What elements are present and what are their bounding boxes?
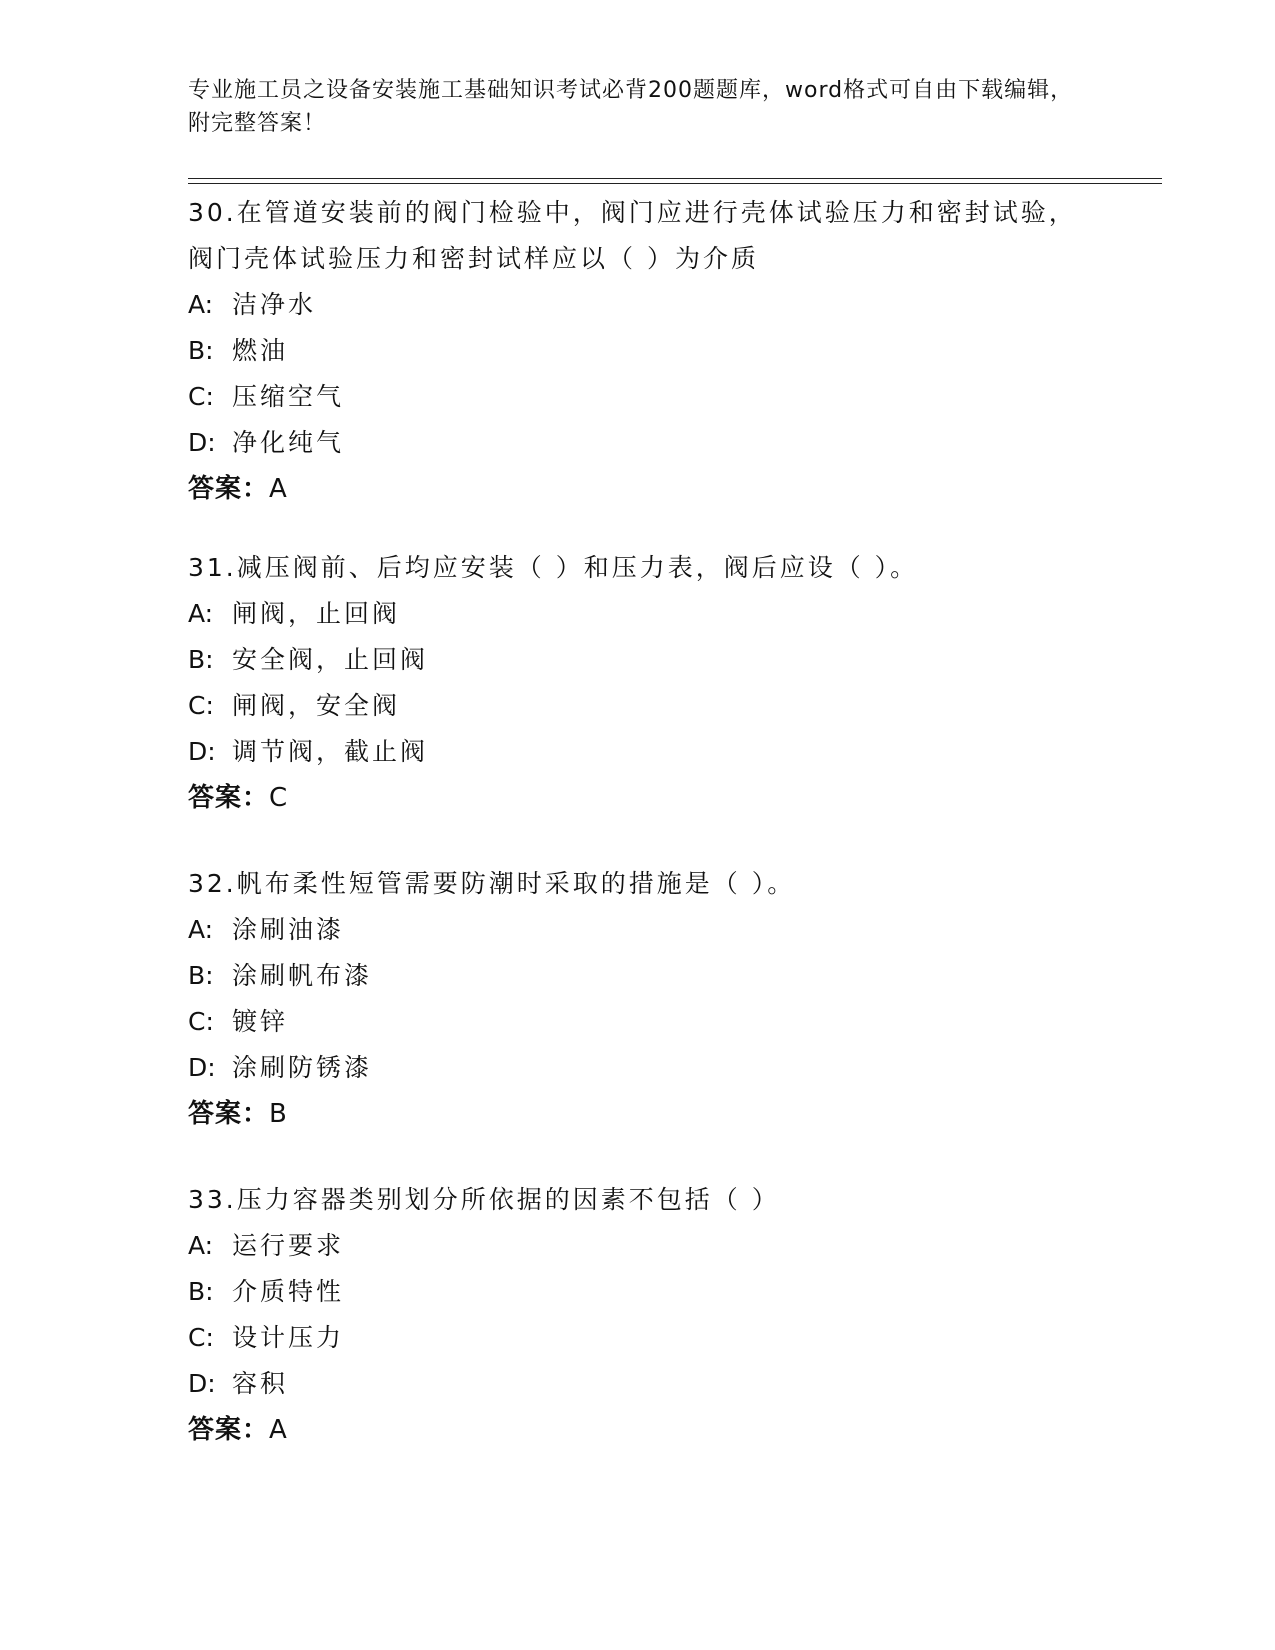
option-letter: D:	[188, 428, 216, 457]
option-a	[188, 1223, 1088, 1269]
option-text: 设计压力	[232, 1323, 345, 1352]
option-a	[188, 591, 1088, 637]
option-a	[188, 907, 1088, 953]
option-text: 镀锌	[232, 1007, 289, 1036]
question-text: 30.在管道安装前的阀门检验中，阀门应进行壳体试验压力和密封试验，阀门壳体试验压力和密封试样应以（ ）为介质	[188, 198, 1077, 273]
document-header: 专业施工员之设备安装施工基础知识考试必背200题题库，word格式可自由下载编辑，附完整答案！	[188, 78, 1074, 136]
option-letter: C:	[188, 1007, 214, 1036]
option-d	[188, 1361, 1088, 1407]
option-letter: D:	[188, 1369, 216, 1398]
option-c	[188, 374, 1088, 420]
option-letter: B:	[188, 1277, 214, 1306]
option-text: 安全阀，止回阀	[232, 645, 429, 674]
option-text: 涂刷防锈漆	[232, 1053, 373, 1082]
option-d	[188, 420, 1088, 466]
option-text: 容积	[232, 1369, 289, 1398]
option-letter: D:	[188, 1053, 216, 1082]
option-letter: C:	[188, 1323, 214, 1352]
answer-label: 答案：	[188, 1415, 270, 1445]
option-letter: B:	[188, 645, 214, 674]
question-32	[188, 861, 1088, 1137]
answer-value: B	[269, 1099, 288, 1129]
header-rule-bottom	[188, 183, 1162, 184]
header-rule-top	[188, 178, 1162, 179]
option-c	[188, 1315, 1088, 1361]
answer-value: A	[269, 1415, 288, 1445]
option-a	[188, 282, 1088, 328]
option-letter: A:	[188, 915, 214, 944]
option-d	[188, 1045, 1088, 1091]
answer-line	[188, 1091, 1088, 1137]
option-text: 涂刷帆布漆	[232, 961, 373, 990]
answer-value: A	[269, 474, 288, 504]
answer-value: C	[269, 783, 289, 813]
option-b	[188, 637, 1088, 683]
option-text: 洁净水	[232, 290, 317, 319]
option-text: 涂刷油漆	[232, 915, 345, 944]
option-text: 调节阀，截止阀	[232, 737, 429, 766]
option-letter: A:	[188, 599, 214, 628]
option-letter: B:	[188, 961, 214, 990]
question-text: 32.帆布柔性短管需要防潮时采取的措施是（ ）。	[188, 869, 796, 898]
option-text: 压缩空气	[232, 382, 345, 411]
question-text: 33.压力容器类别划分所依据的因素不包括（ ）	[188, 1185, 780, 1214]
question-30	[188, 190, 1088, 512]
option-letter: B:	[188, 336, 214, 365]
option-text: 燃油	[232, 336, 289, 365]
answer-label: 答案：	[188, 1099, 270, 1129]
option-letter: D:	[188, 737, 216, 766]
option-text: 闸阀，安全阀	[232, 691, 401, 720]
answer-label: 答案：	[188, 783, 270, 813]
question-31	[188, 545, 1088, 821]
question-text: 31.减压阀前、后均应安装（ ）和压力表，阀后应设（ ）。	[188, 553, 919, 582]
option-text: 介质特性	[232, 1277, 345, 1306]
answer-line	[188, 466, 1088, 512]
option-d	[188, 729, 1088, 775]
answer-line	[188, 1407, 1088, 1453]
option-c	[188, 999, 1088, 1045]
option-c	[188, 683, 1088, 729]
option-letter: A:	[188, 290, 214, 319]
option-letter: C:	[188, 691, 214, 720]
option-b	[188, 1269, 1088, 1315]
option-text: 运行要求	[232, 1231, 345, 1260]
option-letter: C:	[188, 382, 214, 411]
question-33	[188, 1177, 1088, 1453]
option-letter: A:	[188, 1231, 214, 1260]
option-b	[188, 953, 1088, 999]
answer-label: 答案：	[188, 474, 270, 504]
option-b	[188, 328, 1088, 374]
option-text: 闸阀，止回阀	[232, 599, 401, 628]
option-text: 净化纯气	[232, 428, 345, 457]
answer-line	[188, 775, 1088, 821]
